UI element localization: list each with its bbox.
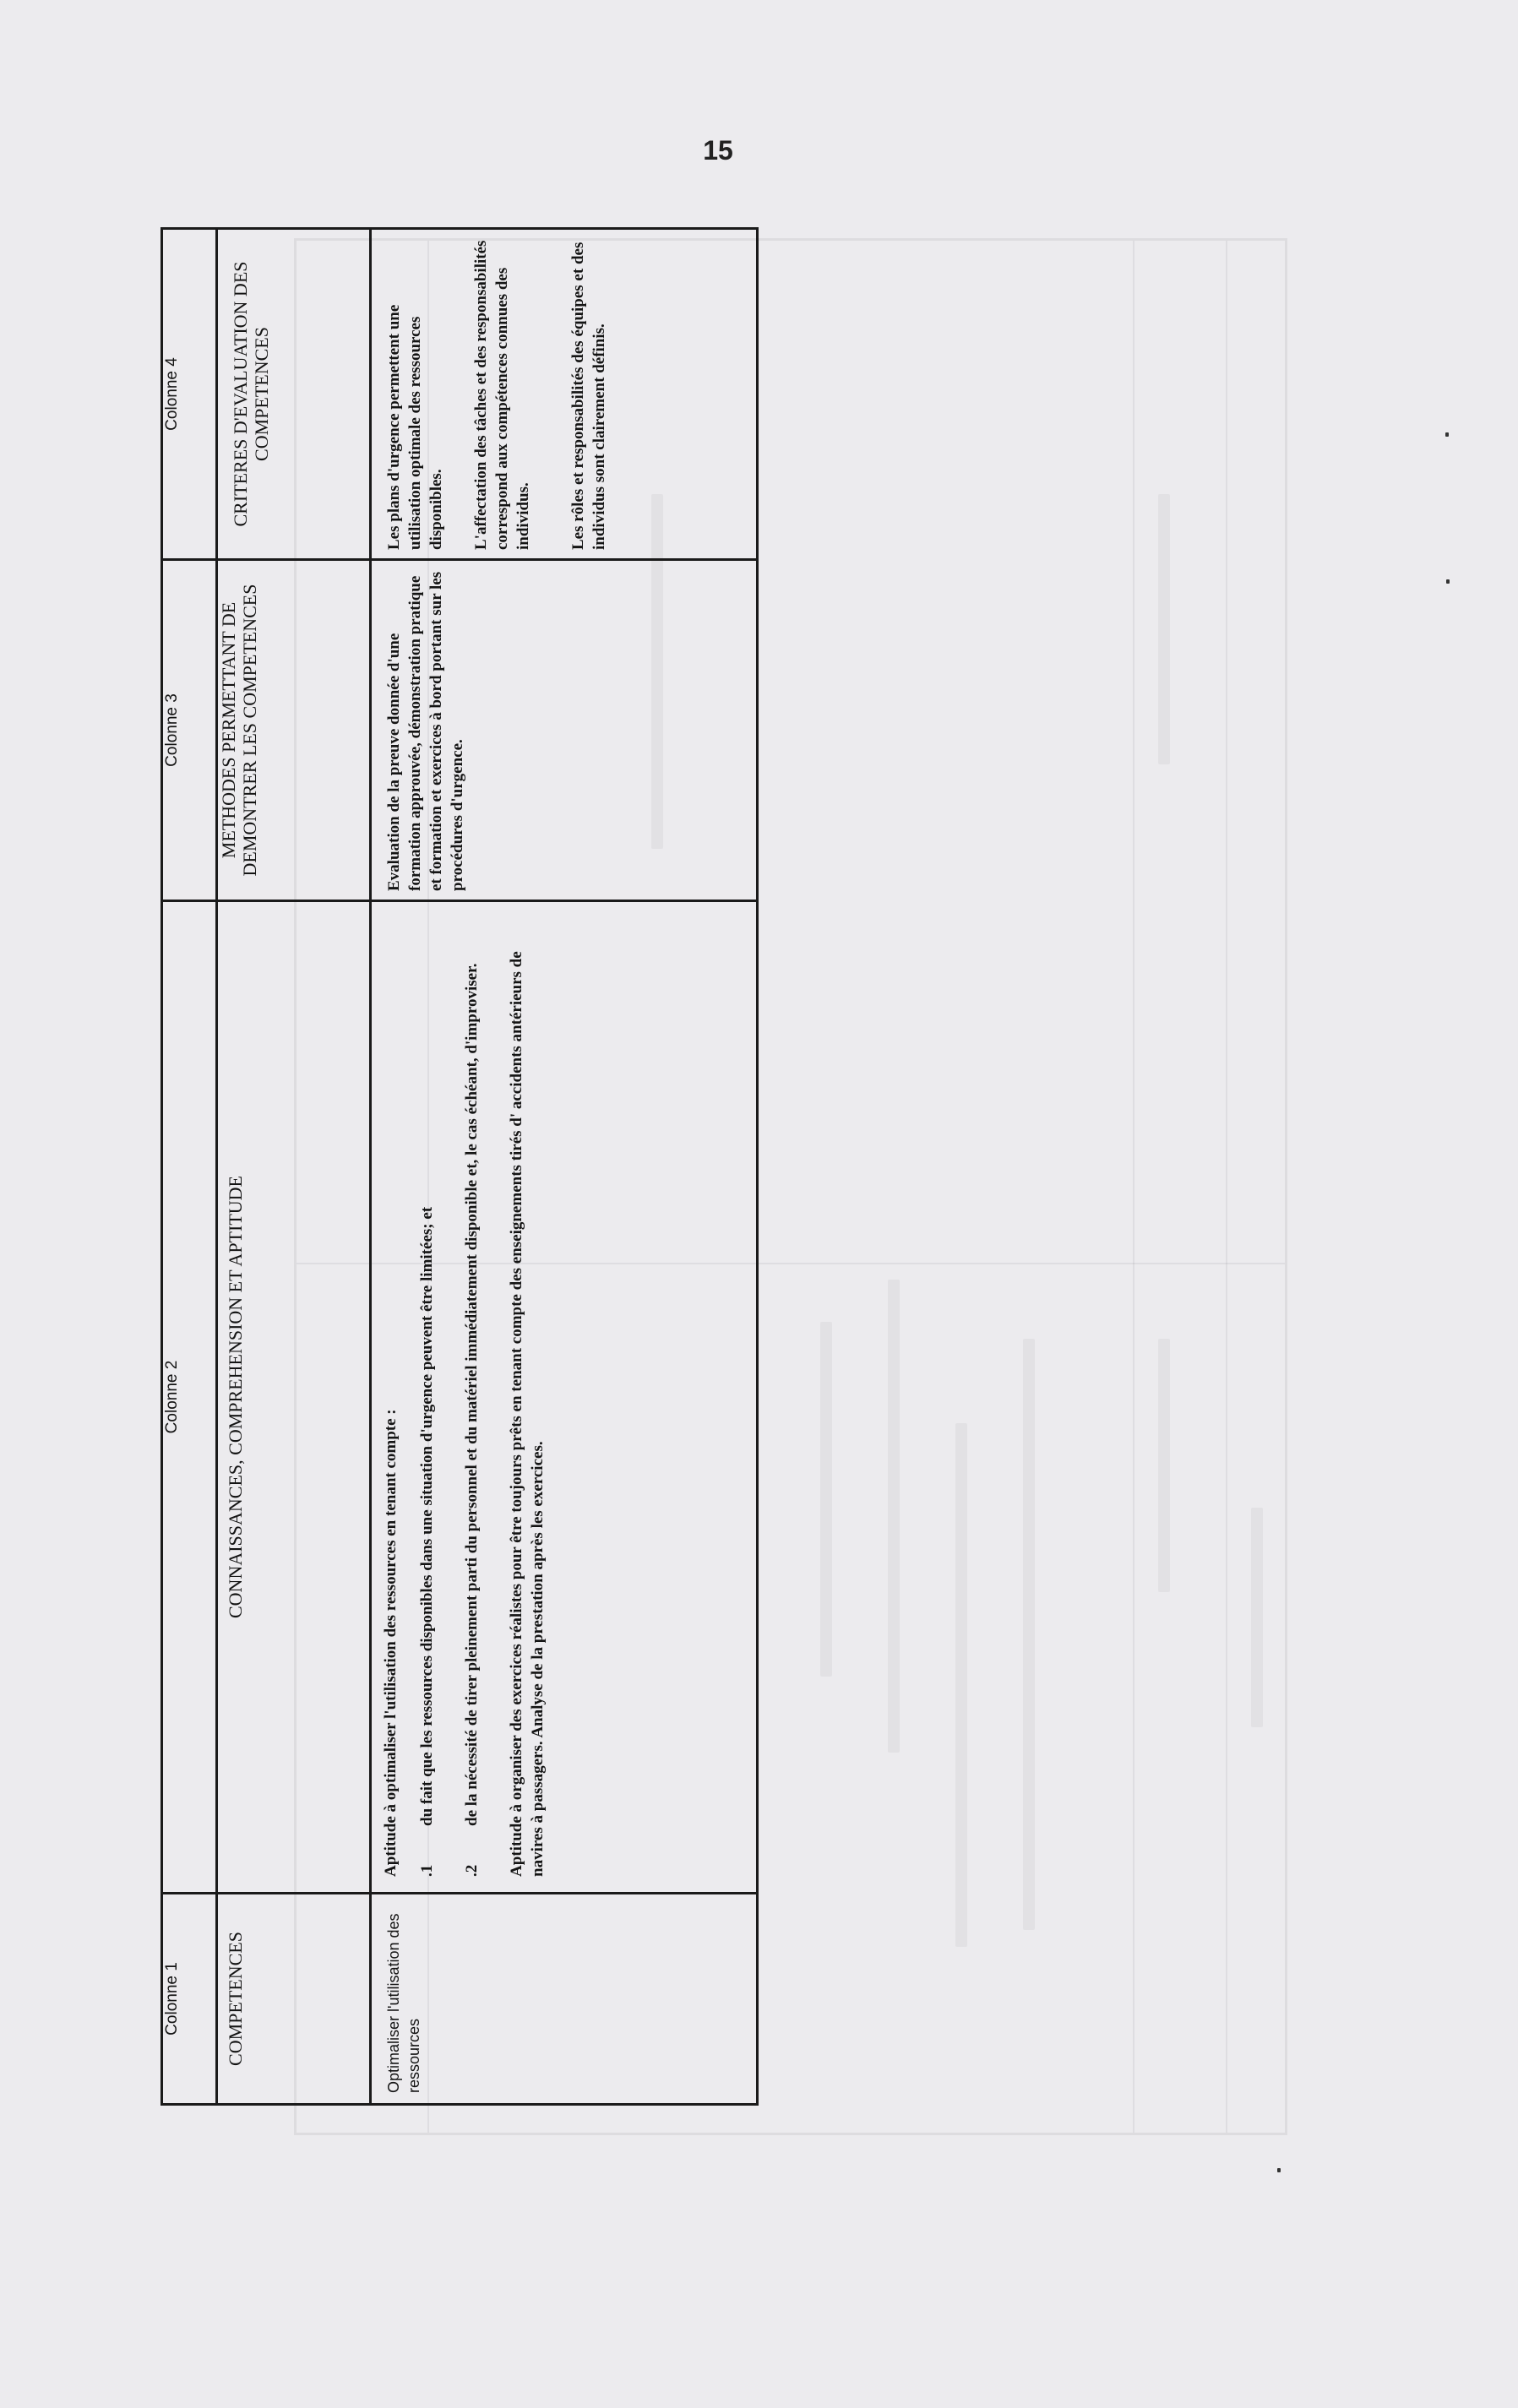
criteria-item: Les rôles et responsabilités des équipes et des individus sont clairement définis. xyxy=(569,242,608,550)
column-title-row xyxy=(217,229,371,2105)
column-title: METHODES PERMETTANT DE DEMONTRER LES COMPETENCES xyxy=(217,560,371,901)
knowledge-cell xyxy=(371,901,758,1894)
item-number: .1 xyxy=(418,1864,436,1877)
column-header: Colonne 1 xyxy=(162,1894,217,2105)
item-number: .2 xyxy=(463,1864,481,1877)
scan-speck xyxy=(1277,2168,1281,2172)
column-title: CONNAISSANCES, COMPREHENSION ET APTITUDE xyxy=(217,901,371,1894)
list-item xyxy=(416,917,438,1877)
item-text: de la nécessité de tirer pleinement parti du personnel et du matériel immédiatement disponible et, le cas échéant, d'improviser. xyxy=(463,963,481,1826)
methods-cell: Evaluation de la preuve donnée d'une formation approuvée, démonstration pratique et formation et exercices à bord portant sur les procédures d'urgence. xyxy=(371,560,758,901)
column-header: Colonne 4 xyxy=(162,229,217,560)
item-text: du fait que les ressources disponibles dans une situation d'urgence peuvent être limitées; et xyxy=(418,1206,436,1826)
column-header: Colonne 2 xyxy=(162,901,217,1894)
table-row xyxy=(371,229,758,2105)
competence-cell: Optimaliser l'utilisation des ressources xyxy=(371,1894,758,2105)
criteria-cell xyxy=(371,229,758,560)
page-number: 15 xyxy=(703,135,733,166)
criteria-item: Les plans d'urgence permettent une utilisation optimale des ressources disponibles. xyxy=(385,304,445,550)
knowledge-intro: Aptitude à optimaliser l'utilisation des ressources en tenant compte : xyxy=(382,1409,400,1877)
rotated-table-container xyxy=(161,230,759,2106)
knowledge-outro: Aptitude à organiser des exercices réalistes pour être toujours prêts en tenant compte des enseignements tirés d' accidents antérieurs de navires à passagers. Analyse de la prestation après les exercices. xyxy=(508,951,547,1877)
scan-speck xyxy=(1446,579,1450,584)
column-number-row xyxy=(162,229,217,2105)
criteria-item: L'affectation des tâches et des responsabilités correspond aux compétences connues des individus. xyxy=(472,240,532,550)
column-title: CRITERES D'EVALUATION DES COMPETENCES xyxy=(217,229,371,560)
column-title: COMPETENCES xyxy=(217,1894,371,2105)
list-item xyxy=(461,917,482,1877)
column-header: Colonne 3 xyxy=(162,560,217,901)
competence-table xyxy=(161,227,759,2106)
scan-speck xyxy=(1445,432,1449,437)
